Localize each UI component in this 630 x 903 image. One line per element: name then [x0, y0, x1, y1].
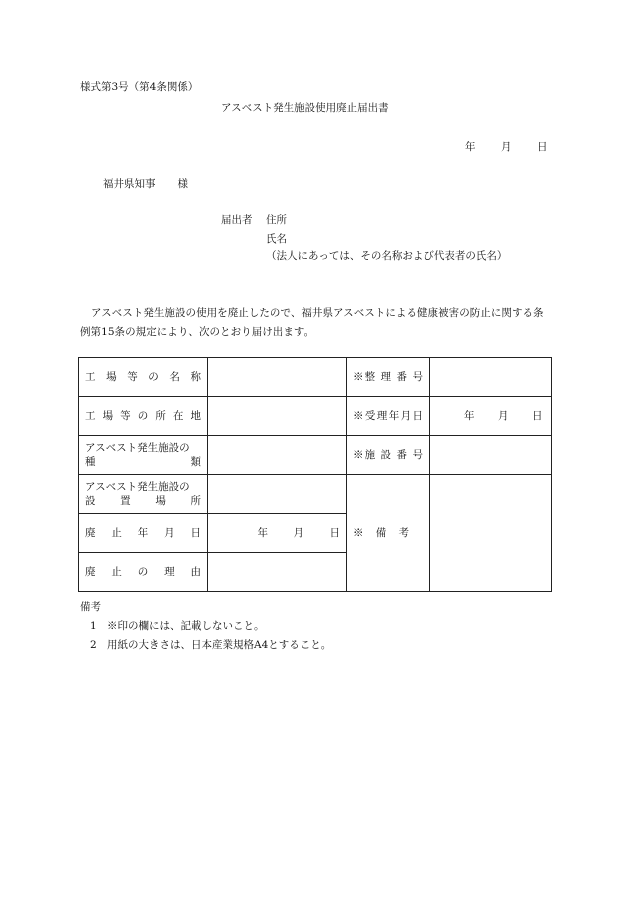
form-number: 様式第3号（第4条関係）: [80, 81, 199, 93]
facility-type-label: [79, 436, 208, 475]
note-text: ※印の欄には、記載しないこと。: [107, 620, 265, 632]
abolition-year: 年: [257, 527, 268, 539]
applicant-label: 届出者: [221, 214, 253, 226]
notification-table: [78, 357, 552, 592]
factory-location-label: 工 場 等 の 所 在 地: [79, 397, 208, 436]
factory-name-label: 工 場 等 の 名 称: [79, 358, 208, 397]
ref-number-field: [430, 358, 552, 397]
addressee-name: 福井県知事: [103, 178, 156, 190]
facility-number-field: [430, 436, 552, 475]
facility-type-line2: 種類: [85, 456, 201, 468]
declaration-text: アスベスト発生施設の使用を廃止したので、福井県アスベストによる健康被害の防止に関する条例第15条の規定により、次のとおり届け出ます。: [80, 307, 544, 338]
corporation-note: （法人にあっては、その名称および代表者の氏名）: [266, 250, 508, 262]
abolition-reason-label: 廃 止 の 理 由: [79, 553, 208, 592]
addressee-honorific: 様: [177, 178, 188, 190]
notes-title: 備考: [80, 601, 101, 613]
facility-place-line1: アスベスト発生施設の: [85, 481, 190, 493]
date-day: 日: [537, 141, 548, 153]
note-text: 用紙の大きさは、日本産業規格A4とすること。: [107, 639, 332, 651]
document-title: アスベスト発生施設使用廃止届出書: [221, 102, 389, 114]
address-label: 住所: [266, 214, 287, 226]
note-number: 2: [90, 639, 97, 651]
note-number: 1: [90, 620, 97, 632]
date-year: 年: [465, 141, 476, 153]
facility-number-label: ※施 設 番 号: [347, 436, 430, 475]
addressee: [103, 177, 188, 191]
ref-number-label: ※整 理 番 号: [347, 358, 430, 397]
received-month: 月: [498, 410, 509, 422]
remarks-label: ※備考: [347, 475, 430, 592]
remarks-field: [430, 475, 552, 592]
abolition-reason-field[interactable]: [208, 553, 347, 592]
factory-location-field[interactable]: [208, 397, 347, 436]
received-day: 日: [532, 410, 543, 422]
submission-date: [465, 140, 548, 154]
abolition-date-field[interactable]: [208, 514, 347, 553]
facility-place-field[interactable]: [208, 475, 347, 514]
factory-name-field[interactable]: [208, 358, 347, 397]
facility-place-line2: 設置場所: [85, 495, 201, 507]
note-item: [90, 638, 331, 652]
date-month: 月: [501, 141, 512, 153]
received-date-field: [430, 397, 552, 436]
abolition-day: 日: [329, 527, 340, 539]
received-year: 年: [464, 410, 475, 422]
abolition-month: 月: [293, 527, 304, 539]
facility-place-label: [79, 475, 208, 514]
facility-type-field[interactable]: [208, 436, 347, 475]
name-label: 氏名: [266, 233, 287, 245]
received-date-label: ※受理年月日: [347, 397, 430, 436]
note-item: [90, 619, 265, 633]
facility-type-line1: アスベスト発生施設の: [85, 442, 190, 454]
abolition-date-label: 廃 止 年 月 日: [79, 514, 208, 553]
